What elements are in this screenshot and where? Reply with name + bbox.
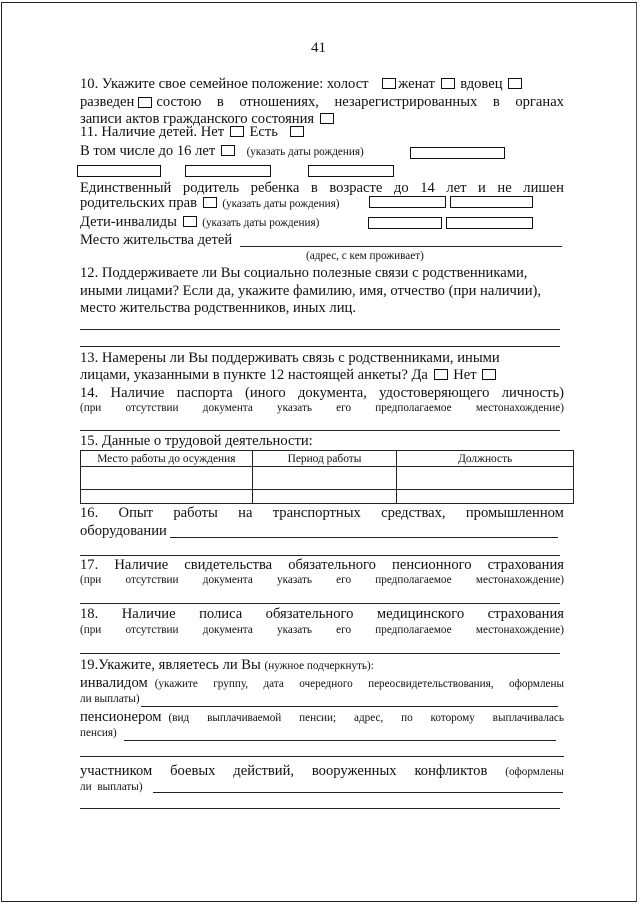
checkbox-no-children[interactable] xyxy=(230,126,244,137)
table-cell-period[interactable] xyxy=(252,490,397,504)
word: пенсии; xyxy=(299,712,337,724)
word: лишен xyxy=(523,180,564,196)
q19-veteran-label[interactable]: участником xyxy=(80,763,153,779)
word: выплачивалась xyxy=(492,712,564,724)
q10-label: 10. Укажите свое семейное положение: холост xyxy=(80,76,369,92)
table-cell-position[interactable] xyxy=(397,467,574,490)
word: не xyxy=(497,180,512,196)
word: документа xyxy=(202,402,253,414)
word: незарегистрированных xyxy=(334,94,478,110)
q19-disabled-line2: ли выплаты) xyxy=(80,693,140,705)
word: медицинского xyxy=(376,606,465,622)
checkbox-under16[interactable] xyxy=(221,145,235,156)
table-cell-position[interactable] xyxy=(397,490,574,504)
table-header-row xyxy=(81,451,574,467)
word: обязательного xyxy=(265,606,354,622)
q12-line2: иными лицами? Если да, укажите фамилию, имя, отчество (при наличии), xyxy=(80,283,542,299)
q10-line1 xyxy=(80,76,524,93)
word: 18. xyxy=(80,606,99,622)
word: предполагаемое xyxy=(375,402,452,414)
word: предполагаемое xyxy=(375,624,452,636)
birthdate-field-single-parent-1[interactable] xyxy=(369,196,446,208)
word: (при xyxy=(80,402,102,414)
birthdate-field-under16-4[interactable] xyxy=(308,165,394,177)
word: 14. xyxy=(80,385,99,401)
checkbox-single-parent[interactable] xyxy=(203,197,217,208)
relatives-input-line-2[interactable] xyxy=(80,346,560,347)
word: (иного xyxy=(244,385,286,401)
q10-line2 xyxy=(80,94,564,111)
word: указать xyxy=(277,574,312,586)
disability-details-input[interactable] xyxy=(141,706,558,707)
word: очередного xyxy=(299,678,353,690)
veteran-details-input-2[interactable] xyxy=(80,808,560,809)
word: выплачиваемой xyxy=(207,712,282,724)
q11-under16 xyxy=(80,143,364,160)
q11-line1 xyxy=(80,124,306,141)
work-history-table xyxy=(80,450,574,504)
q19-label-hint: (нужное подчеркнуть): xyxy=(264,660,374,672)
q11-under16-label: В том числе до 16 лет xyxy=(80,143,216,159)
word: (при xyxy=(80,624,102,636)
word: переосвидетельствования, xyxy=(368,678,494,690)
q13-line1: 13. Намерены ли Вы поддерживать связь с родственниками, иными xyxy=(80,350,500,366)
word: в xyxy=(310,180,318,196)
q19-pensioner-line1 xyxy=(80,709,564,726)
word: Опыт xyxy=(118,505,154,521)
passport-input-line[interactable] xyxy=(80,430,560,431)
pension-certificate-input[interactable] xyxy=(80,603,560,604)
pension-details-input-2[interactable] xyxy=(80,756,564,757)
word: и xyxy=(478,180,486,196)
word: отношениях, xyxy=(239,94,319,110)
q10-opt-widower: вдовец xyxy=(460,76,503,92)
checkbox-unregistered-relationship[interactable] xyxy=(320,113,334,124)
word: (при xyxy=(80,574,102,586)
word: свидетельства xyxy=(184,557,273,573)
word: работы xyxy=(173,505,218,521)
q17-line1 xyxy=(80,557,564,574)
q16-line2: оборудовании xyxy=(80,523,167,539)
checkbox-single[interactable] xyxy=(382,78,396,89)
q11-opt-yes: Есть xyxy=(249,124,278,140)
q19-label-line xyxy=(80,657,374,674)
q13-opt-no: Нет xyxy=(453,367,477,383)
word: страхования xyxy=(487,557,564,573)
table-cell-workplace[interactable] xyxy=(81,467,253,490)
word: Наличие xyxy=(110,385,165,401)
word: состою xyxy=(156,94,202,110)
word: родитель xyxy=(182,180,240,196)
birthdate-field-disabled-2[interactable] xyxy=(446,217,533,229)
word: в xyxy=(492,94,500,110)
word: документа xyxy=(202,624,253,636)
word: полиса xyxy=(199,606,243,622)
pension-details-input[interactable] xyxy=(124,740,556,741)
table-cell-period[interactable] xyxy=(252,467,397,490)
word: 17. xyxy=(80,557,99,573)
word: Наличие xyxy=(114,557,169,573)
checkbox-married[interactable] xyxy=(441,78,455,89)
q19-disabled-label[interactable]: инвалидом xyxy=(80,675,148,691)
word: конфликтов xyxy=(414,763,488,779)
medical-policy-input[interactable] xyxy=(80,653,560,654)
word: дата xyxy=(263,678,284,690)
table-row xyxy=(81,490,574,504)
word: отсутствии xyxy=(125,624,179,636)
column-header-period: Период работы xyxy=(252,451,397,467)
word: страхования xyxy=(487,606,564,622)
q10-line3-text: записи актов гражданского состояния xyxy=(80,111,315,127)
q11-under16-hint: (указать даты рождения) xyxy=(246,146,364,158)
q18-hint xyxy=(80,624,564,637)
word: документа, xyxy=(297,385,367,401)
birthdate-field-disabled-1[interactable] xyxy=(368,217,442,229)
q19-veteran-line2: ли выплаты) xyxy=(80,781,143,793)
q19-veteran-line1 xyxy=(80,763,564,780)
word: удостоверяющего xyxy=(379,385,490,401)
word: указать xyxy=(277,402,312,414)
q16-line1 xyxy=(80,505,564,522)
checkbox-disabled-children[interactable] xyxy=(183,216,197,227)
word: на xyxy=(238,505,253,521)
word: (укажите xyxy=(154,678,198,690)
word: возрасте xyxy=(329,180,383,196)
word: адрес, xyxy=(353,712,384,724)
q11-disabled-children-label: Дети-инвалиды xyxy=(80,214,177,230)
checkbox-widower[interactable] xyxy=(508,78,522,89)
q12-line3: место жительства родственников, иных лиц. xyxy=(80,300,356,316)
q13-question: лицами, указанными в пункте 12 настоящей анкеты? Да xyxy=(80,367,428,383)
word: документа xyxy=(202,574,253,586)
q10-opt-married: женат xyxy=(398,76,435,92)
word: боевых xyxy=(170,763,216,779)
word: ребенка xyxy=(250,180,300,196)
word: 14 xyxy=(420,180,435,196)
column-header-position: Должность xyxy=(397,451,574,467)
word: (вид xyxy=(168,712,190,724)
word: пенсионного xyxy=(392,557,472,573)
q15-label: 15. Данные о трудовой деятельности: xyxy=(80,433,313,449)
birthdate-field-under16-1[interactable] xyxy=(410,147,505,159)
word: средствах, xyxy=(381,505,446,521)
q14-hint xyxy=(80,402,564,415)
word: вооруженных xyxy=(311,763,397,779)
word: паспорта xyxy=(176,385,233,401)
q19-disabled-line1 xyxy=(80,675,564,692)
children-residence-input[interactable] xyxy=(240,246,562,247)
word: транспортных xyxy=(272,505,361,521)
word: которому xyxy=(430,712,475,724)
table-cell-workplace[interactable] xyxy=(81,490,253,504)
table-row xyxy=(81,467,574,490)
word: Единственный xyxy=(80,180,172,196)
birthdate-field-under16-2[interactable] xyxy=(77,165,161,177)
word: местонахождение) xyxy=(475,624,564,636)
word: по xyxy=(401,712,413,724)
word: промышленном xyxy=(465,505,564,521)
q19-pensioner-line2: пенсия) xyxy=(80,727,117,739)
word: местонахождение) xyxy=(475,402,564,414)
q12-line1: 12. Поддерживаете ли Вы социально полезные связи с родственниками, xyxy=(80,265,528,281)
word: оформлены xyxy=(509,678,564,690)
q11-residence-label: Место жительства детей xyxy=(80,232,233,248)
q19-label: 19.Укажите, являетесь ли Вы xyxy=(80,657,261,673)
q11-residence-caption: (адрес, с кем проживает) xyxy=(306,250,424,262)
column-header-workplace: Место работы до осуждения xyxy=(81,451,253,467)
word: обязательного xyxy=(288,557,376,573)
q11-label: 11. Наличие детей. Нет xyxy=(80,124,225,140)
word: предполагаемое xyxy=(375,574,452,586)
checkbox-has-children[interactable] xyxy=(290,126,304,137)
word: указать xyxy=(277,624,312,636)
equipment-experience-input-2[interactable] xyxy=(80,555,560,556)
q18-line1 xyxy=(80,606,564,623)
word: в xyxy=(216,94,224,110)
word: до xyxy=(393,180,409,196)
word: местонахождение) xyxy=(475,574,564,586)
relatives-input-line-1[interactable] xyxy=(80,329,560,330)
birthdate-field-under16-3[interactable] xyxy=(185,165,271,177)
word: его xyxy=(336,574,352,586)
word: отсутствии xyxy=(125,402,179,414)
word: Наличие xyxy=(121,606,176,622)
checkbox-keep-contact-yes[interactable] xyxy=(434,369,448,380)
checkbox-keep-contact-no[interactable] xyxy=(482,369,496,380)
word: лет xyxy=(446,180,467,196)
word: его xyxy=(336,402,352,414)
q11-disabled-hint: (указать даты рождения) xyxy=(202,217,320,229)
q10-opt-divorced: разведен xyxy=(80,94,135,110)
q19-pensioner-label[interactable]: пенсионером xyxy=(80,709,162,725)
veteran-details-input[interactable] xyxy=(153,792,563,793)
equipment-experience-input[interactable] xyxy=(170,537,558,538)
q11-single-parent-line2 xyxy=(80,195,339,212)
q13-line2 xyxy=(80,367,498,384)
page-number: 41 xyxy=(311,40,326,56)
word: действий, xyxy=(233,763,295,779)
word: его xyxy=(336,624,352,636)
word: отсутствии xyxy=(125,574,179,586)
q19-veteran-hint: (оформлены xyxy=(505,766,564,778)
checkbox-divorced[interactable] xyxy=(138,97,152,108)
word: личность) xyxy=(501,385,564,401)
q14-line1 xyxy=(80,385,564,402)
q11-single-parent-hint: (указать даты рождения) xyxy=(222,198,340,210)
word: органах xyxy=(515,94,564,110)
birthdate-field-single-parent-2[interactable] xyxy=(450,196,533,208)
q17-hint xyxy=(80,574,564,587)
q11-disabled-children xyxy=(80,214,319,231)
word: 16. xyxy=(80,505,99,521)
word: группу, xyxy=(213,678,249,690)
q11-single-parent-label: родительских прав xyxy=(80,195,197,211)
